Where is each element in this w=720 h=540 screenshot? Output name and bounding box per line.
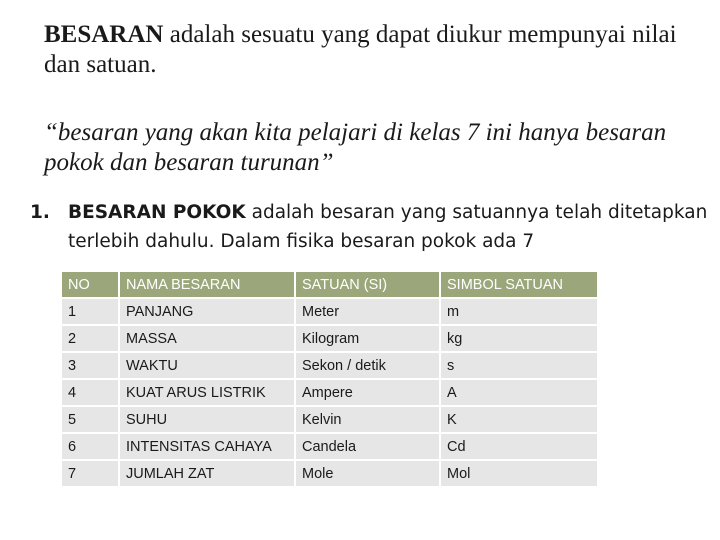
cell-satuan: Kelvin bbox=[296, 407, 439, 432]
cell-nama: WAKTU bbox=[120, 353, 294, 378]
cell-simbol: kg bbox=[441, 326, 597, 351]
cell-no: 1 bbox=[62, 299, 118, 324]
cell-no: 3 bbox=[62, 353, 118, 378]
cell-no: 5 bbox=[62, 407, 118, 432]
point-1 bbox=[30, 198, 710, 256]
cell-satuan: Ampere bbox=[296, 380, 439, 405]
table-row bbox=[62, 380, 597, 405]
cell-simbol: K bbox=[441, 407, 597, 432]
cell-satuan: Sekon / detik bbox=[296, 353, 439, 378]
table-row bbox=[62, 353, 597, 378]
table-row bbox=[62, 326, 597, 351]
quote-paragraph: “besaran yang akan kita pelajari di kelas 7 ini hanya besaran pokok dan besaran turunan” bbox=[44, 119, 667, 176]
cell-nama: INTENSITAS CAHAYA bbox=[120, 434, 294, 459]
base-quantities-table bbox=[60, 270, 599, 488]
cell-simbol: A bbox=[441, 380, 597, 405]
cell-nama: JUMLAH ZAT bbox=[120, 461, 294, 486]
intro-text: adalah sesuatu yang dapat diukur mempunyai nilai dan satuan. bbox=[44, 21, 677, 78]
point-1-body bbox=[68, 198, 710, 256]
table-row bbox=[62, 434, 597, 459]
table-row bbox=[62, 407, 597, 432]
cell-nama: KUAT ARUS LISTRIK bbox=[120, 380, 294, 405]
cell-nama: SUHU bbox=[120, 407, 294, 432]
header-satuan: SATUAN (SI) bbox=[296, 272, 439, 297]
cell-simbol: m bbox=[441, 299, 597, 324]
cell-simbol: Cd bbox=[441, 434, 597, 459]
cell-simbol: Mol bbox=[441, 461, 597, 486]
cell-nama: PANJANG bbox=[120, 299, 294, 324]
cell-satuan: Kilogram bbox=[296, 326, 439, 351]
point-1-number: 1. bbox=[30, 202, 50, 223]
point-1-term: BESARAN POKOK bbox=[68, 202, 246, 223]
cell-nama: MASSA bbox=[120, 326, 294, 351]
cell-satuan: Candela bbox=[296, 434, 439, 459]
table-row bbox=[62, 461, 597, 486]
header-simbol: SIMBOL SATUAN bbox=[441, 272, 597, 297]
intro-term: BESARAN bbox=[44, 21, 164, 48]
point-1-text: adalah besaran yang satuannya telah ditetapkan terlebih dahulu. Dalam fisika besaran pokok ada 7 bbox=[68, 202, 708, 252]
cell-no: 7 bbox=[62, 461, 118, 486]
cell-simbol: s bbox=[441, 353, 597, 378]
cell-no: 6 bbox=[62, 434, 118, 459]
header-nama-besaran: NAMA BESARAN bbox=[120, 272, 294, 297]
cell-no: 4 bbox=[62, 380, 118, 405]
table-row bbox=[62, 299, 597, 324]
table-header-row bbox=[62, 272, 597, 297]
cell-no: 2 bbox=[62, 326, 118, 351]
header-no: NO bbox=[62, 272, 118, 297]
cell-satuan: Meter bbox=[296, 299, 439, 324]
cell-satuan: Mole bbox=[296, 461, 439, 486]
intro-paragraph bbox=[44, 20, 704, 80]
